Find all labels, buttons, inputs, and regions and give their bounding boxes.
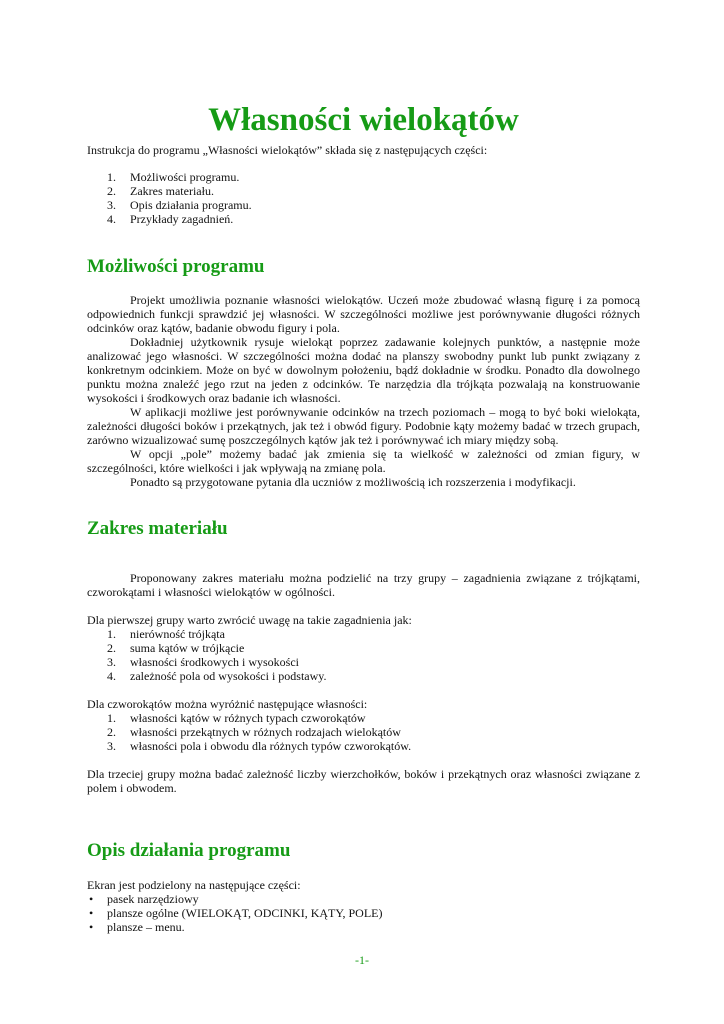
bullet-icon: • — [89, 906, 94, 920]
group2-label: Dla czworokątów można wyróżnić następujące własności: — [87, 697, 368, 711]
paragraph: Projekt umożliwia poznanie własności wielokątów. Uczeń może zbudować własną figurę i za pomocą odpowiednich funkcji sprawdzić jej własności. W szczególności możliwe jest porównywanie długości różnych odcinków oraz kątów, badanie obwodu figury i pola. — [87, 293, 640, 335]
page-number: -1- — [355, 953, 369, 967]
list-item: 1. własności kątów w różnych typach czworokątów — [107, 711, 366, 725]
toc-item: 1. Możliwości programu. — [107, 170, 240, 184]
possibilities-body — [87, 293, 640, 489]
list-item: 2. suma kątów w trójkącie — [107, 641, 245, 655]
toc-item: 4. Przykłady zagadnień. — [107, 212, 234, 226]
bullet-icon: • — [89, 892, 94, 906]
bullet-item: • pasek narzędziowy — [89, 892, 199, 906]
section-heading-possibilities: Możliwości programu — [87, 256, 265, 277]
bullet-item: • plansze ogólne (WIELOKĄT, ODCINKI, KĄTY, POLE) — [89, 906, 383, 920]
group3-text: Dla trzeciej grupy można badać zależność liczby wierzchołków, boków i przekątnych oraz własności związane z polem i obwodem. — [87, 767, 640, 795]
bullet-item: • plansze – menu. — [89, 920, 185, 934]
group1-label: Dla pierwszej grupy warto zwrócić uwagę na takie zagadnienia jak: — [87, 613, 412, 627]
group2-list — [87, 711, 640, 753]
toc-list — [87, 170, 640, 226]
toc-item: 2. Zakres materiału. — [107, 184, 214, 198]
screen-parts-list — [87, 892, 640, 934]
section-heading-description: Opis działania programu — [87, 840, 291, 861]
document-title: Własności wielokątów — [208, 102, 519, 138]
intro-text: Instrukcja do programu „Własności wielokątów” składa się z następujących części: — [87, 143, 488, 157]
paragraph: Ponadto są przygotowane pytania dla uczniów z możliwością ich rozszerzenia i modyfikacji. — [130, 475, 576, 489]
group1-list — [87, 627, 640, 683]
toc-item: 3. Opis działania programu. — [107, 198, 252, 212]
section-heading-scope: Zakres materiału — [87, 518, 228, 539]
list-item: 4. zależność pola od wysokości i podstawy. — [107, 669, 327, 683]
paragraph: Dokładniej użytkownik rysuje wielokąt poprzez zadawanie kolejnych punktów, a następnie może analizować jego własności. W szczególności można dodać na planszy swobodny punkt lub punkt związany z konkretnym odcinkiem. Może on być w dowolnym położeniu, bądź dokładnie w środku. Ponadto dla dowolnego punktu można znaleźć jego rzut na jeden z odcinków. Te narzędzia dla trójkąta pozwalają na konstruowanie wysokości i środkowych oraz badanie ich własności. — [87, 335, 640, 405]
bullet-icon: • — [89, 920, 94, 934]
description-intro: Ekran jest podzielony na następujące części: — [87, 878, 301, 892]
list-item: 2. własności przekątnych w różnych rodzajach wielokątów — [107, 725, 401, 739]
list-item: 3. własności pola i obwodu dla różnych typów czworokątów. — [107, 739, 412, 753]
list-item: 3. własności środkowych i wysokości — [107, 655, 299, 669]
paragraph: W opcji „pole” możemy badać jak zmienia się ta wielkość w zależności od zmian figury, w szczególności, które wielkości i jak wpływają na zmianę pola. — [87, 447, 640, 475]
list-item: 1. nierówność trójkąta — [107, 627, 225, 641]
scope-intro: Proponowany zakres materiału można podzielić na trzy grupy – zagadnienia związane z trójkątami, czworokątami i własności wielokątów w ogólności. — [87, 571, 640, 599]
paragraph: W aplikacji możliwe jest porównywanie odcinków na trzech poziomach – mogą to być boki wielokąta, zależności długości boków i przekątnych, jak też i obwód figury. Podobnie kąty możemy badać w trzech grupach, zarówno wizualizować sumę poszczególnych kątów jak też i porównywać ich miary między sobą. — [87, 405, 640, 447]
